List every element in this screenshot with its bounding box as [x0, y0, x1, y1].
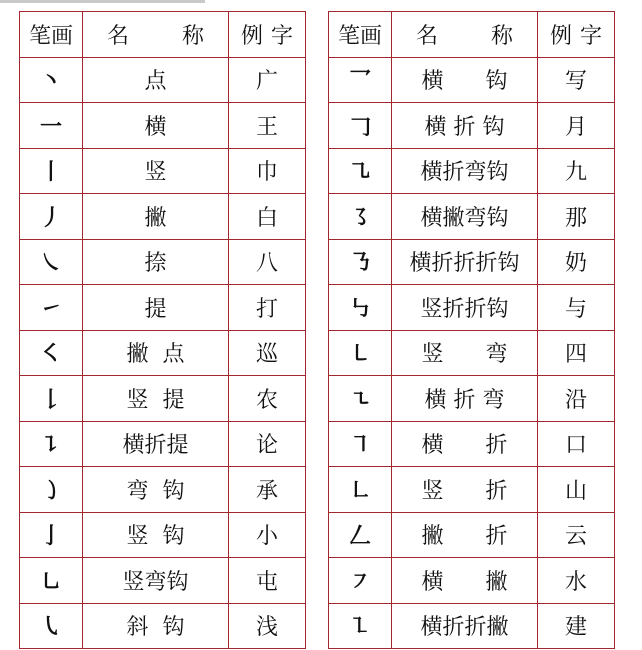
stroke-glyph: [20, 558, 83, 604]
example-char-text: 四: [564, 342, 587, 368]
example-char-text: 农: [255, 387, 278, 413]
table-row: [329, 376, 615, 422]
example-char-text: 小: [255, 524, 278, 550]
stroke-glyph: [20, 194, 83, 240]
header-name-b: 称: [490, 23, 513, 49]
header-example-a: 例: [241, 23, 264, 49]
header-name: [392, 12, 538, 58]
example-char-text: 水: [564, 569, 587, 595]
stroke-glyph: [20, 330, 83, 376]
example-char: [538, 512, 615, 558]
stroke-glyph: [329, 467, 392, 513]
header-row: [329, 12, 615, 58]
stroke-glyph: [329, 376, 392, 422]
stroke-glyph: [20, 103, 83, 149]
example-char: [538, 467, 615, 513]
table-row: [20, 148, 306, 194]
table-row: [329, 603, 615, 649]
stroke-name-text: 竖弯钩: [122, 569, 189, 595]
stroke-name-text: 横 折: [421, 433, 508, 459]
stroke-glyph: [329, 57, 392, 103]
example-char: [538, 603, 615, 649]
stroke-name-text: 竖: [144, 160, 167, 186]
stroke-name: [83, 57, 229, 103]
example-char: [538, 57, 615, 103]
stroke-name-text: 竖 钩: [126, 524, 185, 550]
stroke-glyph-text: ㇅: [348, 615, 371, 641]
header-example: [538, 12, 615, 58]
table-row: [20, 57, 306, 103]
stroke-name: [392, 376, 538, 422]
example-char: [538, 376, 615, 422]
stroke-name-text: 撇 折: [421, 524, 508, 550]
header-example-b: 字: [270, 23, 293, 49]
header-name: [83, 12, 229, 58]
example-char-text: 白: [255, 205, 278, 231]
example-char-text: 口: [564, 433, 587, 459]
stroke-name-text: 斜 钩: [126, 615, 185, 641]
stroke-name-text: 横 撇: [421, 569, 508, 595]
stroke-glyph-text: ㇟: [39, 569, 62, 595]
header-example: [229, 12, 306, 58]
header-row: [20, 12, 306, 58]
stroke-glyph: [329, 330, 392, 376]
example-char-text: 沿: [564, 387, 587, 413]
table-row: [329, 194, 615, 240]
stroke-name: [392, 285, 538, 331]
stroke-name-text: 撇: [144, 205, 167, 231]
example-char-text: 写: [564, 69, 587, 95]
example-char: [538, 194, 615, 240]
example-char-text: 打: [255, 296, 278, 322]
stroke-glyph: [329, 194, 392, 240]
stroke-glyph-text: 丶: [39, 69, 62, 95]
stroke-glyph-text: ㇌: [348, 205, 371, 231]
header-example-a: 例: [550, 23, 573, 49]
table-row: [20, 239, 306, 285]
stroke-glyph-text: ㇀: [39, 296, 62, 322]
example-char: [229, 512, 306, 558]
table-row: [20, 194, 306, 240]
stroke-glyph: [329, 558, 392, 604]
stroke-name: [83, 194, 229, 240]
stroke-glyph: [329, 239, 392, 285]
stroke-name-text: 横 折 钩: [424, 114, 505, 140]
example-char-text: 论: [255, 433, 278, 459]
example-char-text: 承: [255, 478, 278, 504]
stroke-glyph-text: 𠃋: [348, 524, 371, 550]
table-row: [329, 512, 615, 558]
stroke-name-text: 横折折折钩: [409, 251, 520, 277]
header-name-b: 称: [181, 23, 204, 49]
header-name-a: 名: [107, 23, 130, 49]
example-char: [229, 421, 306, 467]
stroke-glyph-text: 亅: [39, 524, 62, 550]
stroke-name-text: 横折提: [122, 433, 189, 459]
table-row: [329, 57, 615, 103]
example-char: [229, 57, 306, 103]
stroke-table-right: [328, 11, 615, 649]
stroke-name: [392, 467, 538, 513]
stroke-name: [83, 285, 229, 331]
stroke-glyph: [329, 103, 392, 149]
table-row: [329, 103, 615, 149]
example-char: [538, 148, 615, 194]
stroke-glyph: [20, 285, 83, 331]
stroke-glyph-text: 𠃌: [348, 114, 371, 140]
stroke-glyph: [329, 148, 392, 194]
stroke-name-text: 捺: [144, 251, 167, 277]
example-char: [538, 285, 615, 331]
example-char-text: 云: [564, 524, 587, 550]
stroke-glyph-text: ㇡: [348, 251, 371, 277]
stroke-name-text: 横: [144, 114, 167, 140]
stroke-glyph: [329, 603, 392, 649]
stroke-glyph-text: ㇂: [39, 615, 62, 641]
table-row: [20, 603, 306, 649]
table-row: [329, 285, 615, 331]
stroke-glyph: [20, 376, 83, 422]
table-row: [20, 285, 306, 331]
table-row: [329, 148, 615, 194]
stroke-glyph: [329, 512, 392, 558]
table-row: [329, 467, 615, 513]
stroke-glyph-text: ㇕: [348, 433, 371, 459]
stroke-glyph-text: ㇇: [348, 569, 371, 595]
stroke-glyph: [20, 421, 83, 467]
example-char-text: 九: [564, 160, 587, 186]
stroke-name-text: 点: [144, 69, 167, 95]
example-char: [229, 376, 306, 422]
stroke-name: [83, 330, 229, 376]
stroke-glyph-text: ㇊: [39, 433, 62, 459]
example-char: [538, 330, 615, 376]
stroke-glyph: [20, 512, 83, 558]
stroke-glyph: [20, 467, 83, 513]
stroke-glyph-text: 丿: [39, 205, 62, 231]
table-row: [20, 330, 306, 376]
stroke-name: [392, 103, 538, 149]
stroke-table-left: [19, 11, 306, 649]
table-row: [20, 467, 306, 513]
stroke-glyph: [20, 57, 83, 103]
header-stroke: 笔画: [329, 12, 392, 58]
stroke-glyph-text: ㇁: [39, 478, 62, 504]
example-char: [538, 558, 615, 604]
example-char-text: 八: [255, 251, 278, 277]
stroke-name: [83, 558, 229, 604]
table-row: [20, 103, 306, 149]
stroke-name-text: 提: [144, 296, 167, 322]
stroke-name-text: 竖 折: [421, 478, 508, 504]
stroke-name-text: 撇 点: [126, 342, 185, 368]
example-char-text: 王: [255, 114, 278, 140]
stroke-glyph: [20, 239, 83, 285]
stroke-name: [392, 239, 538, 285]
example-char: [229, 239, 306, 285]
header-example-b: 字: [579, 23, 602, 49]
stroke-glyph: [20, 603, 83, 649]
stroke-name: [83, 467, 229, 513]
stroke-glyph-text: ㇄: [348, 342, 371, 368]
example-char-text: 与: [564, 296, 587, 322]
stroke-glyph: [329, 285, 392, 331]
stroke-name: [83, 421, 229, 467]
table-row: [329, 558, 615, 604]
stroke-glyph-text: ㇉: [348, 296, 371, 322]
stroke-name: [83, 376, 229, 422]
example-char-text: 广: [255, 69, 278, 95]
stroke-name: [392, 330, 538, 376]
table-row: [20, 558, 306, 604]
table-row: [20, 512, 306, 558]
header-name-a: 名: [416, 23, 439, 49]
stroke-glyph: [20, 148, 83, 194]
table-row: [329, 330, 615, 376]
stroke-name-text: 横折折撇: [420, 615, 509, 641]
example-char: [229, 330, 306, 376]
example-char-text: 那: [564, 205, 587, 231]
header-stroke: 笔画: [20, 12, 83, 58]
stroke-name: [392, 421, 538, 467]
example-char: [229, 558, 306, 604]
example-char: [229, 194, 306, 240]
stroke-name: [392, 558, 538, 604]
stroke-name-text: 横折弯钩: [420, 160, 509, 186]
stroke-name: [392, 57, 538, 103]
stroke-name: [83, 148, 229, 194]
stroke-glyph: [329, 421, 392, 467]
example-char: [229, 148, 306, 194]
stroke-name-text: 横撇弯钩: [420, 205, 509, 231]
example-char-text: 月: [564, 114, 587, 140]
stroke-glyph-text: ㇏: [39, 251, 62, 277]
stroke-name: [83, 512, 229, 558]
table-row: [20, 376, 306, 422]
stroke-name: [392, 148, 538, 194]
stroke-name-text: 横 钩: [421, 69, 508, 95]
stroke-name-text: 横 折 弯: [424, 387, 505, 413]
example-char: [538, 239, 615, 285]
example-char: [229, 603, 306, 649]
stroke-name-text: 竖 提: [126, 387, 185, 413]
table-row: [329, 421, 615, 467]
stroke-name: [83, 603, 229, 649]
stroke-glyph-text: 乛: [348, 69, 371, 95]
stroke-glyph-text: ㇛: [39, 342, 62, 368]
stroke-name-text: 弯 钩: [126, 478, 185, 504]
stroke-name: [83, 103, 229, 149]
example-char: [538, 421, 615, 467]
example-char-text: 巡: [255, 342, 278, 368]
example-char-text: 奶: [564, 251, 587, 277]
stroke-name: [392, 512, 538, 558]
stroke-name-text: 竖折折钩: [420, 296, 509, 322]
example-char-text: 屯: [255, 569, 278, 595]
stroke-name: [83, 239, 229, 285]
stroke-glyph-text: ㇈: [348, 160, 371, 186]
stroke-glyph-text: 一: [39, 114, 62, 140]
stroke-glyph-text: 𠄌: [39, 387, 62, 413]
stroke-glyph-text: ㇍: [348, 387, 371, 413]
example-char-text: 浅: [255, 615, 278, 641]
stroke-name: [392, 194, 538, 240]
example-char-text: 巾: [255, 160, 278, 186]
stroke-glyph-text: 丨: [39, 160, 62, 186]
stroke-name: [392, 603, 538, 649]
table-row: [20, 421, 306, 467]
example-char-text: 建: [564, 615, 587, 641]
table-row: [329, 239, 615, 285]
stroke-name-text: 竖 弯: [421, 342, 508, 368]
example-char: [229, 467, 306, 513]
example-char: [538, 103, 615, 149]
stroke-glyph-text: ㇗: [348, 478, 371, 504]
example-char-text: 山: [564, 478, 587, 504]
example-char: [229, 285, 306, 331]
top-divider: [0, 0, 205, 3]
example-char: [229, 103, 306, 149]
